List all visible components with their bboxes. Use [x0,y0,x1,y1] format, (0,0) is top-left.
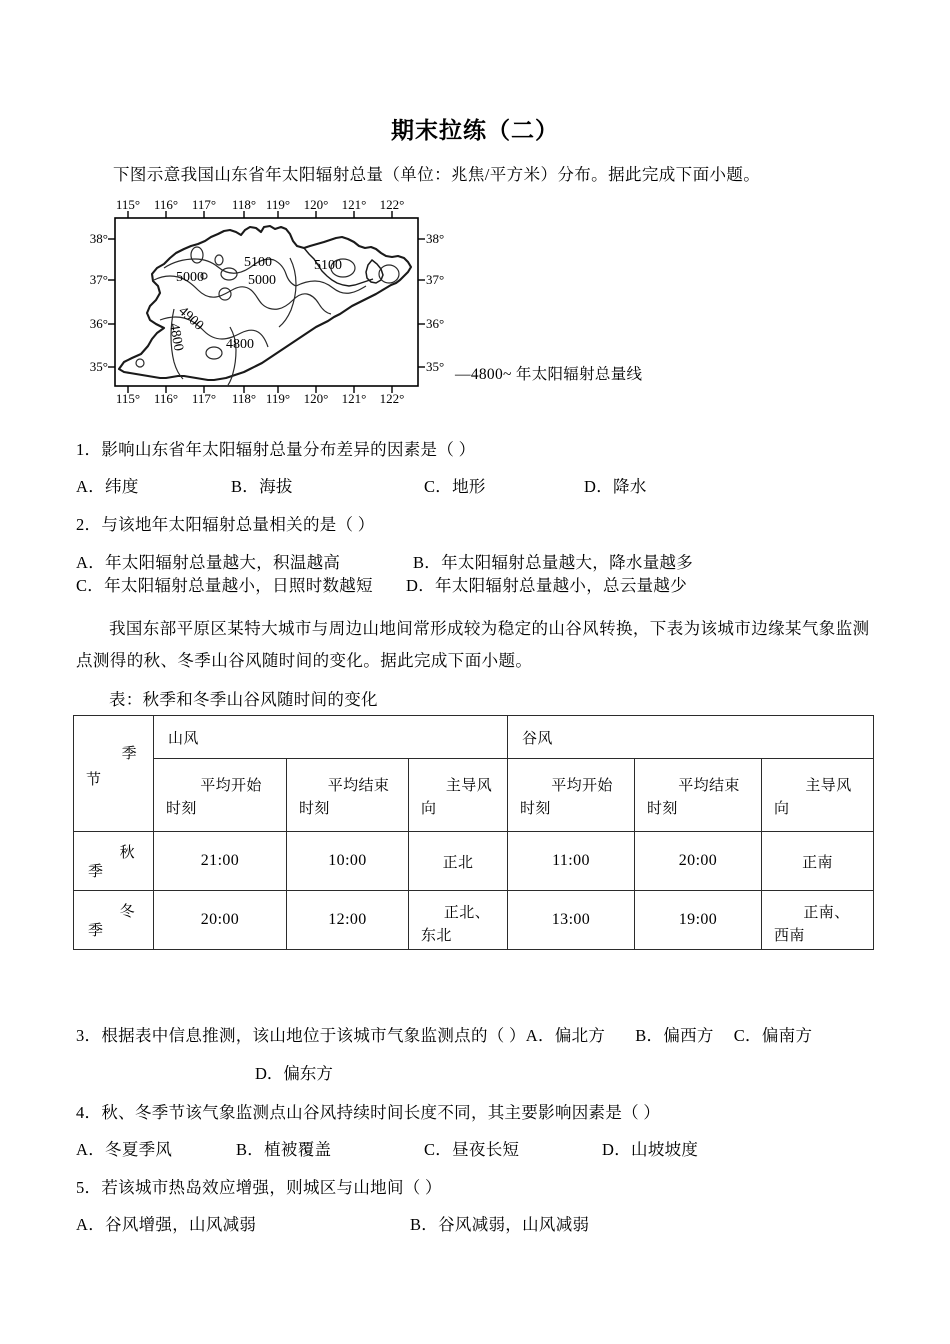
question-2-option-b[interactable]: B．年太阳辐射总量越大，降水量越多 [413,553,694,572]
question-3-stem [76,1022,812,1046]
table-row-header-winter [74,891,154,950]
table-subheader-mountain-start [154,759,287,832]
contour-label-5100-a: 5100 [244,255,272,270]
contour-east-b [279,258,296,327]
table-subheader-mountain-direction [409,759,508,832]
question-1-text: 影响山东省年太阳辐射总量分布差异的因素是（ ） [101,440,476,459]
cell-winter-valley-direction [762,891,874,950]
svg-text:117°: 117° [191,391,217,406]
svg-text:36°: 36° [89,316,108,331]
table-corner-cell [74,716,154,832]
subheader-line1: 平均结束 [678,778,740,794]
question-2-option-a[interactable]: A．年太阳辐射总量越大，积温越高 [76,553,341,572]
contour-label-4800-a: 4800 [226,337,254,352]
passage1-intro: 下图示意我国山东省年太阳辐射总量（单位：兆焦/平方米）分布。据此完成下面小题。 [113,165,761,184]
subheader-line1: 平均开始 [551,778,613,794]
question-3-option-d[interactable]: D．偏东方 [255,1064,333,1083]
question-3-number: 3． [76,1026,102,1045]
direction-line1: 正南、 [803,905,850,921]
cell-winter-valley-start: 13:00 [508,891,635,950]
svg-text:122°: 122° [379,197,405,212]
question-2-option-d[interactable]: D．年太阳辐射总量越小，总云量越少 [406,576,688,595]
svg-text:121°: 121° [341,197,367,212]
svg-text:121°: 121° [341,391,367,406]
question-5-number: 5． [76,1178,102,1197]
mountain-valley-wind-table [73,715,874,950]
contour-east-a [296,281,366,293]
table-subheader-valley-start [508,759,635,832]
svg-text:116°: 116° [153,391,179,406]
map-bottom-axis-labels [116,391,404,406]
cell-winter-mountain-start: 20:00 [154,891,287,950]
table-subheader-valley-end [635,759,762,832]
cell-autumn-mountain-direction: 正北 [409,832,508,891]
table-row [74,832,874,891]
contour-label-5000-b: 5000 [248,273,276,288]
table-group-header-mountain-wind: 山风 [154,716,508,759]
question-5-options [76,1211,589,1235]
question-3-option-c[interactable]: C．偏南方 [733,1026,813,1045]
svg-text:38°: 38° [426,231,445,246]
question-2-option-c[interactable]: C．年太阳辐射总量越小，日照时数越短 [76,576,373,595]
question-1-options [76,473,647,497]
svg-text:118°: 118° [231,391,257,406]
map-right-axis-labels [426,231,444,374]
svg-text:35°: 35° [89,359,108,374]
table-header-row-2 [74,759,874,832]
svg-text:119°: 119° [265,391,291,406]
svg-text:37°: 37° [89,272,108,287]
question-1-number: 1． [76,440,102,459]
question-4-stem [76,1099,660,1123]
cell-winter-mountain-end: 12:00 [287,891,409,950]
question-2-options-row2 [76,572,687,596]
contour-value-labels [166,255,342,352]
cell-winter-valley-end: 19:00 [635,891,762,950]
contour-ring-c [221,268,237,280]
subheader-line2: 时刻 [299,801,330,817]
cell-autumn-valley-end: 20:00 [635,832,762,891]
question-4-option-b[interactable]: B．植被覆盖 [236,1140,332,1159]
subheader-line2: 向 [421,801,437,817]
question-4-option-c[interactable]: C．昼夜长短 [424,1140,520,1159]
table-caption: 表：秋季和冬季山谷风随时间的变化 [109,690,378,709]
cell-autumn-mountain-start: 21:00 [154,832,287,891]
contour-label-4800-b: 4800 [166,322,186,353]
svg-text:36°: 36° [426,316,445,331]
subheader-line1: 主导风 [805,778,852,794]
question-2-number: 2． [76,515,102,534]
question-4-option-d[interactable]: D．山坡坡度 [602,1140,699,1159]
question-5-stem [76,1174,442,1198]
svg-text:119°: 119° [265,197,291,212]
svg-text:115°: 115° [115,197,141,212]
subheader-line1: 平均结束 [327,778,390,794]
rowhead-top: 冬 [119,904,135,920]
cell-autumn-mountain-end: 10:00 [287,832,409,891]
question-3-option-b[interactable]: B．偏西方 [635,1026,714,1045]
question-3-text: 根据表中信息推测，该山地位于该城市气象监测点的（ ） [101,1026,526,1045]
passage2-intro: 我国东部平原区某特大城市与周边山地间常形成较为稳定的山谷风转换，下表为该城市边缘某气象监测点测得的秋、冬季山谷风随时间的变化。据此完成下面小题。 [76,619,870,671]
cell-winter-mountain-direction [409,891,508,950]
question-1-option-a[interactable]: A．纬度 [76,477,139,496]
direction-line2: 东北 [421,928,452,944]
map-legend [455,362,642,384]
svg-text:115°: 115° [115,391,141,406]
question-1-option-b[interactable]: B．海拔 [231,477,293,496]
question-2-text: 与该地年太阳辐射总量相关的是（ ） [101,515,375,534]
question-5-option-a[interactable]: A．谷风增强，山风减弱 [76,1215,257,1234]
question-5-option-b[interactable]: B．谷风减弱，山风减弱 [410,1215,590,1234]
question-2-stem [76,511,375,535]
svg-text:37°: 37° [426,272,445,287]
rowhead-bottom: 季 [88,864,104,880]
subheader-line2: 向 [774,801,790,817]
rowhead-bottom: 季 [88,923,104,939]
shandong-province-outline [119,226,411,380]
rowhead-top: 秋 [119,845,135,861]
page-title: 期末拉练（二） [391,118,559,144]
question-4-options [76,1136,698,1160]
legend-label: 年太阳辐射总量线 [515,366,643,383]
contour-label-5100-b: 5100 [314,258,342,273]
svg-text:122°: 122° [379,391,405,406]
question-2-options-row1 [76,549,693,573]
table-subheader-mountain-end [287,759,409,832]
legend-symbol-right: ~ [503,366,512,383]
question-3-option-a[interactable]: A．偏北方 [525,1026,606,1045]
contour-ring-a [191,247,203,263]
contour-label-5000-a: 5000 [176,270,204,285]
subheader-line2: 时刻 [166,801,197,817]
question-4-number: 4． [76,1103,102,1122]
contour-label-4900: 4900 [175,303,207,334]
question-4-text: 秋、冬季节该气象监测点山谷风持续时间长度不同，其主要影响因素是（ ） [101,1103,661,1122]
direction-line2: 西南 [774,928,805,944]
svg-text:38°: 38° [89,231,108,246]
contour-ring-g [136,359,144,367]
contour-ring-f [206,347,222,359]
subheader-line1: 平均开始 [200,778,262,794]
question-1-option-d[interactable]: D．降水 [584,477,647,496]
corner-label-bottom: 节 [86,772,102,788]
corner-label-top: 季 [121,746,137,762]
svg-text:118°: 118° [231,197,257,212]
svg-text:120°: 120° [303,197,329,212]
table-row [74,891,874,950]
question-1-stem [76,436,475,460]
table-subheader-valley-direction [762,759,874,832]
svg-text:117°: 117° [191,197,217,212]
contour-ring-b [215,255,223,265]
direction-line1: 正北、 [443,905,491,921]
cell-autumn-valley-direction: 正南 [762,832,874,891]
legend-symbol-left: — [455,366,471,383]
table-row-header-autumn [74,832,154,891]
question-5-text: 若该城市热岛效应增强，则城区与山地间（ ） [101,1178,442,1197]
table-group-header-valley-wind: 谷风 [508,716,874,759]
question-1-option-c[interactable]: C．地形 [424,477,486,496]
question-4-option-a[interactable]: A．冬夏季风 [76,1140,173,1159]
map-top-axis-labels [116,197,404,212]
subheader-line2: 时刻 [647,801,678,817]
table-header-row-1 [74,716,874,759]
subheader-line1: 主导风 [445,778,493,794]
map-ticks [108,211,425,393]
svg-text:120°: 120° [303,391,329,406]
svg-text:35°: 35° [426,359,445,374]
svg-text:116°: 116° [153,197,179,212]
legend-value: 4800 [470,366,504,383]
map-left-axis-labels [90,231,108,374]
cell-autumn-valley-start: 11:00 [508,832,635,891]
subheader-line2: 时刻 [520,801,551,817]
